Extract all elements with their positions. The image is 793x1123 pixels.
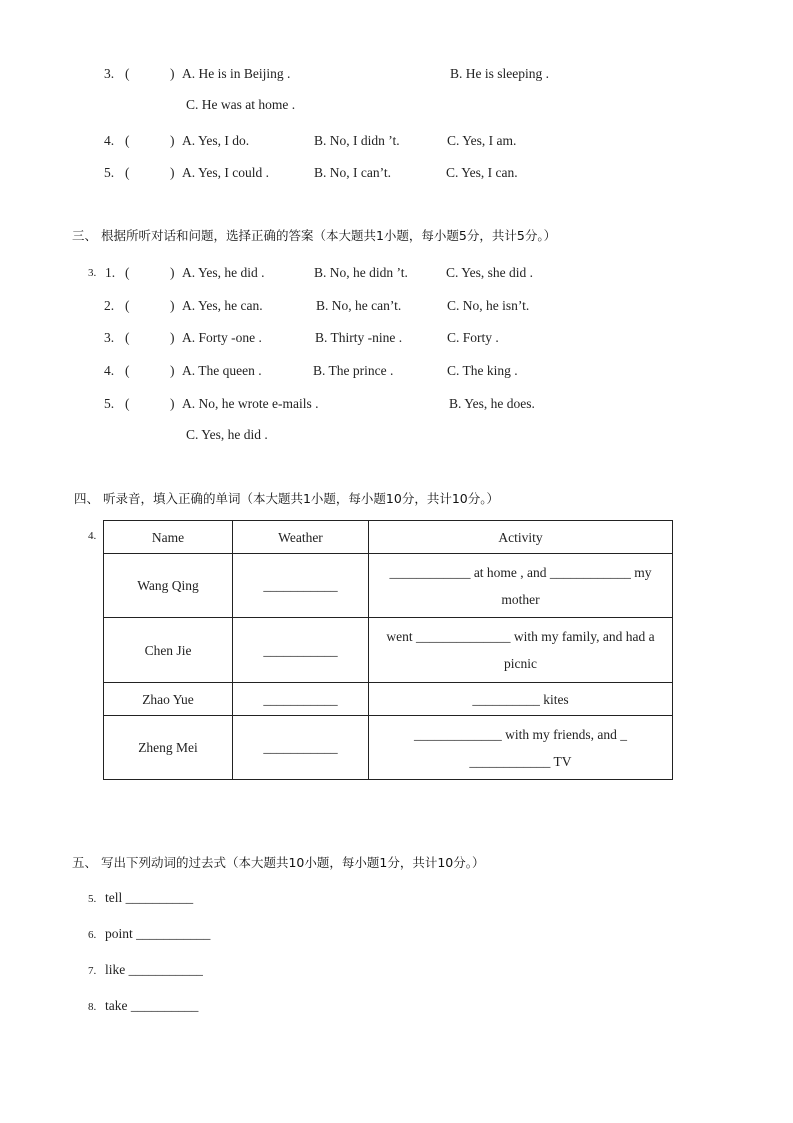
activity-cell[interactable]: went ______________ with my family, and had a picnic bbox=[369, 618, 673, 683]
answer-paren-close: ) bbox=[170, 133, 175, 148]
name-cell: Zhao Yue bbox=[104, 683, 233, 716]
answer-paren-open: ( bbox=[125, 265, 130, 280]
table-header-row bbox=[104, 521, 673, 554]
question-number: 5. bbox=[104, 396, 115, 411]
option-b: B. The prince . bbox=[313, 363, 394, 378]
section3-heading: 三、 根据所听对话和问题，选择正确的答案（本大题共1小题，每小题5分，共计5分。） bbox=[72, 228, 557, 243]
table-row bbox=[104, 554, 673, 618]
answer-paren-close: ) bbox=[170, 396, 175, 411]
answer-paren-close: ) bbox=[170, 66, 175, 81]
option-b: B. Thirty -nine . bbox=[315, 330, 403, 345]
activity-cell[interactable]: __________ kites bbox=[369, 683, 673, 716]
weather-blank[interactable]: ___________ bbox=[233, 554, 369, 618]
answer-paren-close: ) bbox=[170, 363, 175, 378]
option-b: B. No, I didn ’t. bbox=[314, 133, 400, 148]
option-a: A. Forty -one . bbox=[182, 330, 262, 345]
table-row bbox=[104, 618, 673, 683]
activity-cell[interactable]: _____________ with my friends, and _ ____________ TV bbox=[369, 716, 673, 780]
answer-paren-open: ( bbox=[125, 396, 130, 411]
answer-paren-open: ( bbox=[125, 330, 130, 345]
activity-cell[interactable]: ____________ at home , and ____________ my mother bbox=[369, 554, 673, 618]
section5-heading: 五、 写出下列动词的过去式（本大题共10小题，每小题1分，共计10分。） bbox=[72, 855, 485, 870]
option-c: C. He was at home . bbox=[186, 97, 296, 112]
question-number: 1. bbox=[105, 265, 116, 280]
option-b: B. No, he didn ’t. bbox=[314, 265, 408, 280]
option-c: C. The king . bbox=[447, 363, 518, 378]
answer-paren-open: ( bbox=[125, 133, 130, 148]
answer-paren-close: ) bbox=[170, 265, 175, 280]
verb-blank[interactable]: take __________ bbox=[105, 998, 199, 1013]
option-a: A. No, he wrote e-mails . bbox=[182, 396, 319, 411]
option-c: C. No, he isn’t. bbox=[447, 298, 530, 313]
weather-blank[interactable]: ___________ bbox=[233, 618, 369, 683]
item-number: 4. bbox=[88, 530, 97, 542]
verb-blank[interactable]: tell __________ bbox=[105, 890, 194, 905]
option-a: A. The queen . bbox=[182, 363, 262, 378]
item-number: 6. bbox=[88, 929, 97, 941]
answer-paren-open: ( bbox=[125, 165, 130, 180]
weather-blank[interactable]: ___________ bbox=[233, 716, 369, 780]
verb-blank[interactable]: like ___________ bbox=[105, 962, 203, 977]
question-number: 2. bbox=[104, 298, 115, 313]
item-number: 3. bbox=[88, 267, 97, 279]
answer-paren-open: ( bbox=[125, 363, 130, 378]
option-b: B. No, he can’t. bbox=[316, 298, 402, 313]
question-number: 4. bbox=[104, 363, 115, 378]
item-number: 5. bbox=[88, 893, 97, 905]
option-b: B. He is sleeping . bbox=[450, 66, 549, 81]
option-c: C. Yes, I can. bbox=[446, 165, 518, 180]
option-b: B. No, I can’t. bbox=[314, 165, 391, 180]
answer-paren-close: ) bbox=[170, 330, 175, 345]
name-cell: Zheng Mei bbox=[104, 716, 233, 780]
table-row bbox=[104, 716, 673, 780]
answer-paren-close: ) bbox=[170, 165, 175, 180]
option-c: C. Forty . bbox=[447, 330, 499, 345]
option-a: A. Yes, he can. bbox=[182, 298, 263, 313]
option-a: A. He is in Beijing . bbox=[182, 66, 291, 81]
option-c: C. Yes, he did . bbox=[186, 427, 268, 442]
option-c: C. Yes, she did . bbox=[446, 265, 534, 280]
answer-paren-open: ( bbox=[125, 298, 130, 313]
fill-in-table bbox=[103, 520, 673, 780]
column-header-weather: Weather bbox=[233, 521, 369, 554]
question-number: 5. bbox=[104, 165, 115, 180]
question-number: 3. bbox=[104, 66, 115, 81]
question-number: 3. bbox=[104, 330, 115, 345]
name-cell: Chen Jie bbox=[104, 618, 233, 683]
answer-paren-close: ) bbox=[170, 298, 175, 313]
name-cell: Wang Qing bbox=[104, 554, 233, 618]
item-number: 7. bbox=[88, 965, 97, 977]
option-c: C. Yes, I am. bbox=[447, 133, 517, 148]
option-b: B. Yes, he does. bbox=[449, 396, 535, 411]
table-row bbox=[104, 683, 673, 716]
column-header-activity: Activity bbox=[369, 521, 673, 554]
answer-paren-open: ( bbox=[125, 66, 130, 81]
section4-heading: 四、 听录音，填入正确的单词（本大题共1小题，每小题10分，共计10分。） bbox=[74, 491, 499, 506]
column-header-name: Name bbox=[104, 521, 233, 554]
question-number: 4. bbox=[104, 133, 115, 148]
weather-blank[interactable]: ___________ bbox=[233, 683, 369, 716]
item-number: 8. bbox=[88, 1001, 97, 1013]
option-a: A. Yes, he did . bbox=[182, 265, 265, 280]
option-a: A. Yes, I do. bbox=[182, 133, 250, 148]
verb-blank[interactable]: point ___________ bbox=[105, 926, 211, 941]
option-a: A. Yes, I could . bbox=[182, 165, 270, 180]
